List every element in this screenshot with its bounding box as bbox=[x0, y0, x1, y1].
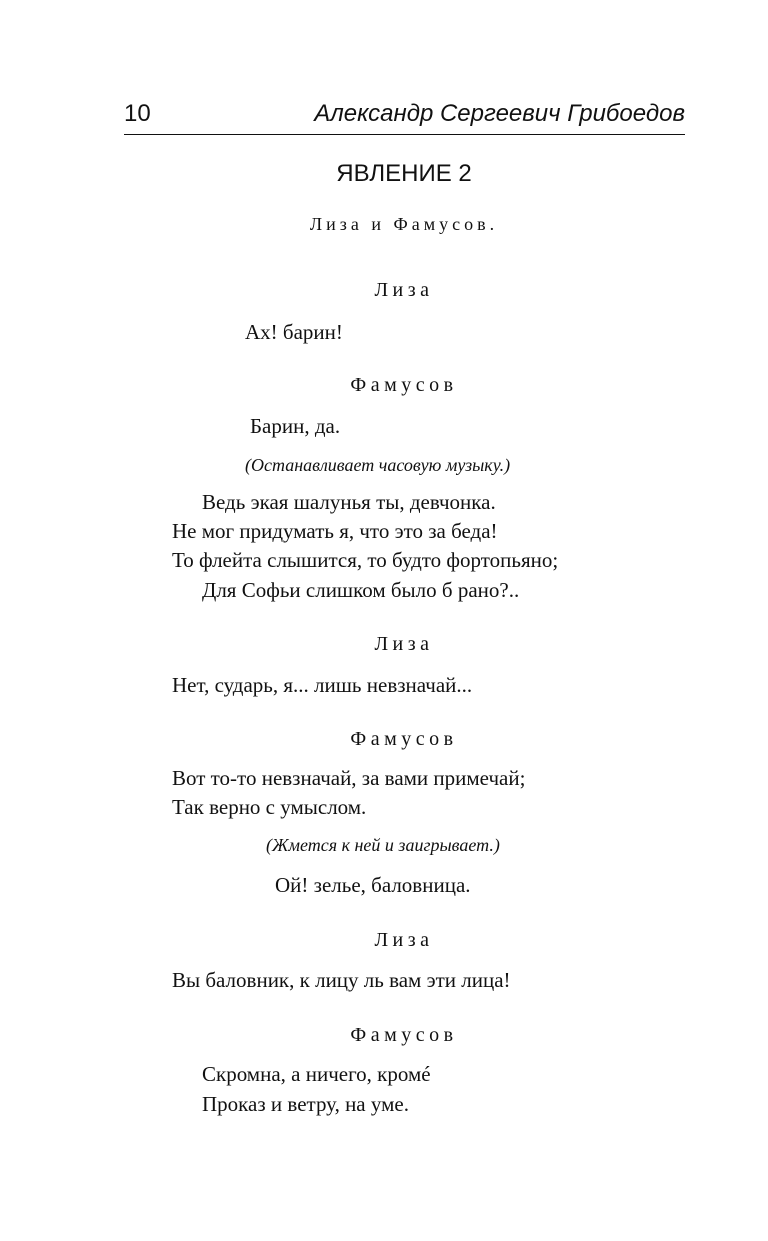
dialogue-line: Так верно с умыслом. bbox=[172, 795, 367, 819]
dialogue-line: Нет, сударь, я... лишь невзначай... bbox=[172, 673, 473, 697]
dialogue-line: Не мог придумать я, что это за беда! bbox=[172, 519, 498, 543]
dialogue-line: Ах! барин! bbox=[245, 320, 343, 344]
dialogue-line: Скромна, а ничего, кромé bbox=[202, 1062, 431, 1086]
dialogue-line: Барин, да. bbox=[250, 414, 341, 438]
dialogue-line: Ведь экая шалунья ты, девчонка. bbox=[202, 490, 496, 514]
stage-direction: (Жмется к ней и заигрывает.) bbox=[266, 835, 500, 855]
speaker-name: Лиза bbox=[374, 929, 434, 951]
dialogue-line: Для Софьи слишком было б рано?.. bbox=[202, 578, 520, 602]
dialogue-line: Ой! зелье, баловница. bbox=[275, 873, 471, 897]
speaker-name: Фамусов bbox=[350, 728, 458, 750]
speaker-name: Лиза bbox=[374, 279, 434, 301]
dialogue-line: То флейта слышится, то будто фортопьяно; bbox=[172, 548, 559, 572]
scene-heading: ЯВЛЕНИЕ 2 bbox=[336, 160, 472, 187]
dialogue-line: Вот то-то невзначай, за вами примечай; bbox=[172, 766, 526, 790]
scene-cast: Лиза и Фамусов. bbox=[309, 214, 499, 234]
speaker-name: Лиза bbox=[374, 633, 434, 655]
running-head bbox=[124, 100, 685, 135]
book-author: Александр Сергеевич Грибоедов bbox=[314, 100, 685, 127]
speaker-name: Фамусов bbox=[350, 1024, 458, 1046]
dialogue-line: Вы баловник, к лицу ль вам эти лица! bbox=[172, 968, 511, 992]
stage-direction: (Останавливает часовую музыку.) bbox=[245, 455, 511, 475]
page-number: 10 bbox=[124, 100, 151, 127]
speaker-name: Фамусов bbox=[350, 374, 458, 396]
dialogue-line: Проказ и ветру, на уме. bbox=[202, 1092, 409, 1116]
